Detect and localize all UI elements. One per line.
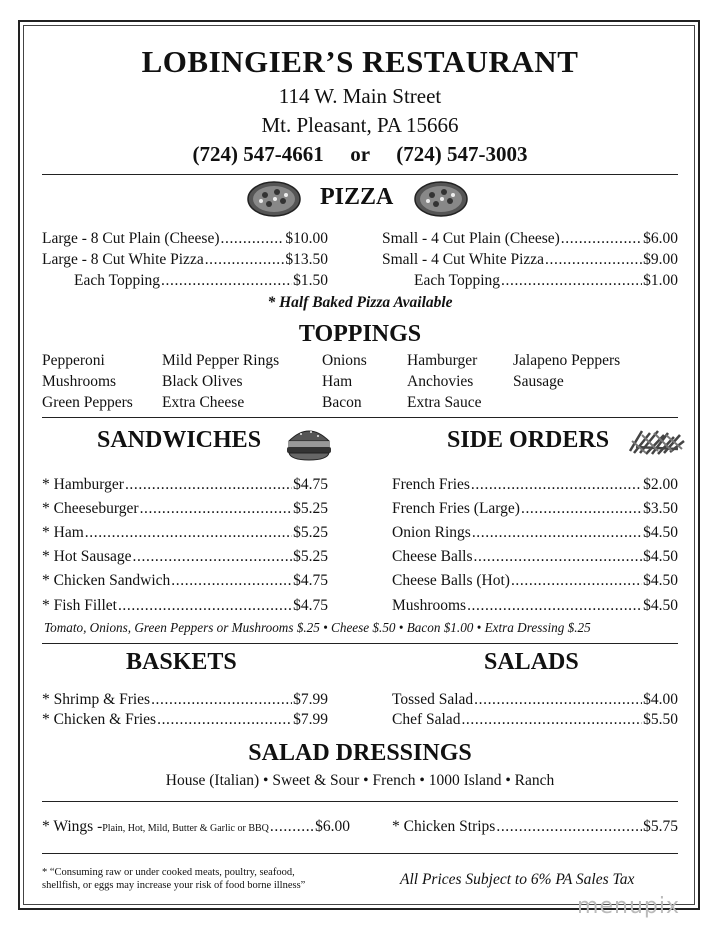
menu-item	[42, 691, 328, 711]
toppings-column	[407, 350, 481, 413]
topping-item: Pepperoni	[42, 352, 105, 369]
topping-item: Bacon	[322, 394, 362, 411]
item-price: $4.50	[643, 548, 678, 565]
topping-item: Extra Cheese	[162, 394, 245, 411]
item-price: $4.75	[293, 476, 328, 493]
menu-item	[392, 548, 678, 568]
topping-item: Anchovies	[407, 373, 474, 390]
toppings-column	[162, 350, 279, 413]
menu-item	[42, 476, 328, 496]
disclaimer-line: * “Consuming raw or under cooked meats, poultry, seafood,	[42, 867, 295, 878]
tax-note: All Prices Subject to 6% PA Sales Tax	[400, 871, 635, 888]
fries-icon	[628, 427, 686, 457]
item-price: $7.99	[293, 711, 328, 728]
street-address: 114 W. Main Street	[278, 84, 442, 108]
city-address: Mt. Pleasant, PA 15666	[261, 113, 459, 137]
item-price: $1.00	[643, 272, 678, 289]
menu-item	[42, 500, 328, 520]
topping-item: Mushrooms	[42, 373, 117, 390]
item-name: Cheese Balls	[392, 548, 473, 565]
topping-item: Onions	[322, 352, 367, 369]
menu-item	[392, 524, 678, 544]
item-name: * Chicken Sandwich	[42, 572, 171, 589]
item-price: $4.00	[643, 691, 678, 708]
phone-1: (724) 547-4661	[192, 142, 324, 166]
topping-item: Hamburger	[407, 352, 478, 369]
menu-item	[382, 251, 678, 271]
toppings-column	[513, 350, 620, 392]
item-price: $7.99	[293, 691, 328, 708]
wings-detail: Plain, Hot, Mild, Butter & Garlic or BBQ	[102, 823, 269, 834]
item-name: * Ham	[42, 524, 84, 541]
menu-item	[42, 711, 328, 731]
watermark-logo: menupix	[577, 894, 680, 919]
item-price: $5.75	[643, 818, 678, 835]
item-price: $10.00	[285, 230, 328, 247]
item-name: * Cheeseburger	[42, 500, 139, 517]
item-price: $1.50	[293, 272, 328, 289]
menu-item	[42, 572, 328, 592]
menu-item	[42, 597, 328, 617]
item-name: Cheese Balls (Hot)	[392, 572, 510, 589]
item-price: $13.50	[285, 251, 328, 268]
item-name: Each Topping	[414, 272, 501, 289]
topping-item: Sausage	[513, 373, 564, 390]
menu-item	[74, 272, 328, 292]
side-orders-heading: SIDE ORDERS	[447, 427, 610, 453]
item-price: $9.00	[643, 251, 678, 268]
item-name: Chef Salad	[392, 711, 461, 728]
toppings-column	[42, 350, 133, 413]
menu-item	[392, 818, 678, 838]
item-price: $5.25	[293, 548, 328, 565]
topping-item: Jalapeno Peppers	[513, 352, 621, 369]
menu-item	[392, 691, 678, 711]
topping-item: Mild Pepper Rings	[162, 352, 280, 369]
menu-item	[392, 476, 678, 496]
phone-line	[20, 142, 700, 167]
item-name: * Shrimp & Fries	[42, 691, 151, 708]
item-price: $3.50	[643, 500, 678, 517]
salads-heading: SALADS	[484, 649, 579, 675]
menu-item	[42, 524, 328, 544]
topping-item: Ham	[322, 373, 353, 390]
item-price: $6.00	[315, 818, 350, 835]
item-price: $5.50	[643, 711, 678, 728]
pizza-icon	[247, 180, 301, 218]
pizza-icon	[414, 180, 468, 218]
extras-note: Tomato, Onions, Green Peppers or Mushrooms $.25 • Cheese $.50 • Bacon $1.00 • Extra Dressing $.25	[44, 620, 591, 635]
menu-item	[392, 711, 678, 731]
pizza-heading: PIZZA	[320, 184, 394, 210]
half-baked-note: * Half Baked Pizza Available	[267, 294, 453, 311]
sandwiches-heading: SANDWICHES	[97, 427, 262, 453]
item-price: $4.50	[643, 572, 678, 589]
item-name: Onion Rings	[392, 524, 471, 541]
item-name: * Fish Fillet	[42, 597, 117, 614]
item-name: Each Topping	[74, 272, 161, 289]
divider	[42, 801, 678, 802]
menu-item	[42, 230, 328, 250]
salad-dressings-list: House (Italian) • Sweet & Sour • French • 1000 Island • Ranch	[165, 772, 555, 789]
item-price: $6.00	[643, 230, 678, 247]
divider	[42, 417, 678, 418]
item-price: $5.25	[293, 500, 328, 517]
divider	[42, 643, 678, 644]
restaurant-name: LOBINGIER’S RESTAURANT	[141, 44, 579, 79]
item-name: * Chicken Strips	[392, 818, 496, 835]
item-name: Small - 4 Cut White Pizza	[382, 251, 545, 268]
item-name: * Wings -	[42, 818, 103, 835]
menu-item	[392, 500, 678, 520]
item-name: French Fries	[392, 476, 470, 493]
menu-item	[42, 818, 350, 838]
item-price: $5.25	[293, 524, 328, 541]
menu-item	[42, 251, 328, 271]
item-name: French Fries (Large)	[392, 500, 520, 517]
item-name: * Chicken & Fries	[42, 711, 157, 728]
divider	[42, 853, 678, 854]
item-name: Large - 8 Cut White Pizza	[42, 251, 204, 268]
item-price: $2.00	[643, 476, 678, 493]
toppings-heading: TOPPINGS	[298, 321, 422, 347]
menu-item	[392, 572, 678, 592]
topping-item: Green Peppers	[42, 394, 133, 411]
item-price: $4.50	[643, 597, 678, 614]
topping-item: Black Olives	[162, 373, 243, 390]
burger-icon	[285, 425, 333, 461]
menu-item	[382, 230, 678, 250]
baskets-heading: BASKETS	[126, 649, 237, 675]
item-price: $4.75	[293, 597, 328, 614]
phone-2: (724) 547-3003	[396, 142, 528, 166]
salad-dressings-heading: SALAD DRESSINGS	[248, 740, 472, 766]
item-name: Tossed Salad	[392, 691, 474, 708]
item-name: Large - 8 Cut Plain (Cheese)	[42, 230, 220, 247]
menu-item	[392, 597, 678, 617]
item-name: * Hamburger	[42, 476, 124, 493]
item-price: $4.75	[293, 572, 328, 589]
item-name: Mushrooms	[392, 597, 467, 614]
toppings-column	[322, 350, 367, 413]
item-name: * Hot Sausage	[42, 548, 132, 565]
menu-item	[42, 548, 328, 568]
item-price: $4.50	[643, 524, 678, 541]
topping-item: Extra Sauce	[407, 394, 482, 411]
menu-item	[414, 272, 678, 292]
food-safety-disclaimer	[42, 866, 305, 892]
disclaimer-line: shellfish, or eggs may increase your risk of food borne illness”	[42, 880, 306, 891]
divider	[42, 174, 678, 175]
phone-or: or	[350, 142, 370, 166]
item-name: Small - 4 Cut Plain (Cheese)	[382, 230, 560, 247]
